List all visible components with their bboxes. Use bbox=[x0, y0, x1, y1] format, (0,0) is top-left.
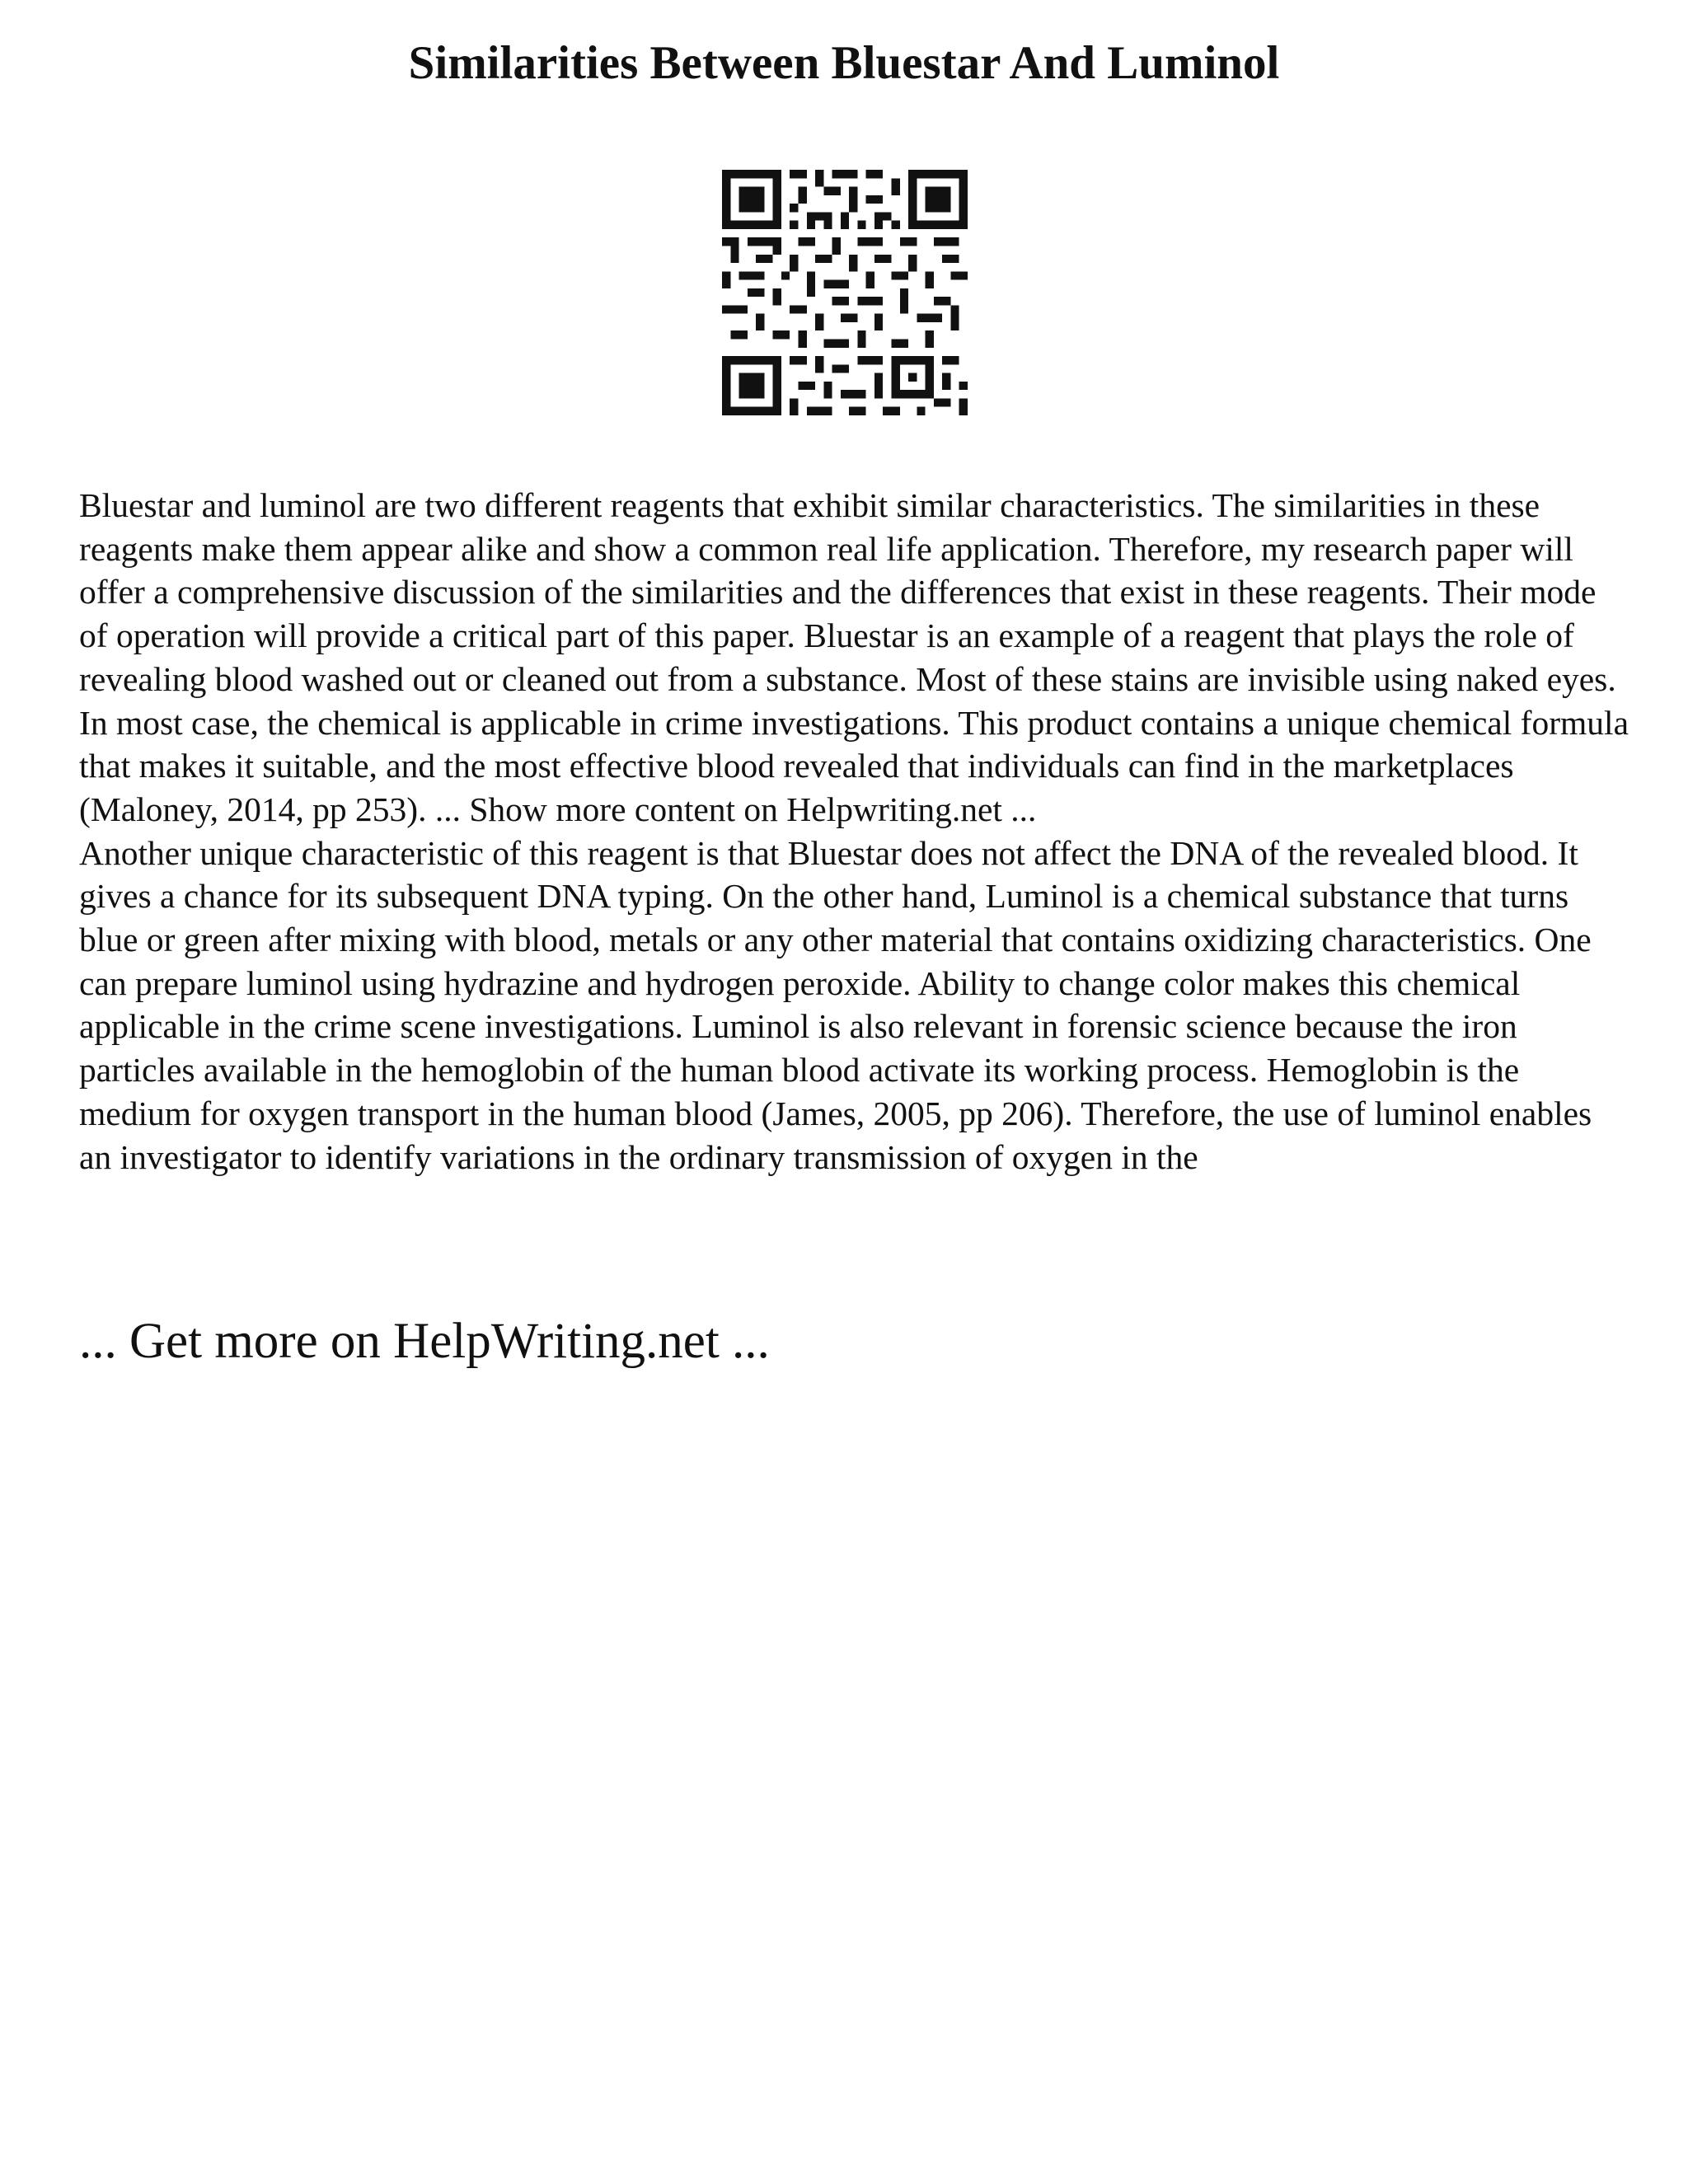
paragraph: Another unique characteristic of this reagent is that Bluestar does not affect the DNA of the revealed blood. It gives a chance for its subsequent DNA typing. On the other hand, Luminol is a chemical substance that turns blue or green after mixing with blood, metals or any other material that contains oxidizing characteristics. One can prepare luminol using hydrazine and hydrogen peroxide. Ability to change color makes this chemical applicable in the crime scene investigations. Luminol is also relevant in forensic science because the iron particles available in the hemoglobin of the human blood activate its working process. Hemoglobin is the medium for oxygen transport in the human blood (James, 2005, pp 206). Therefore, the use of luminol enables an investigator to identify variations in the ordinary transmission of oxygen in the bbox=[79, 833, 1592, 1176]
qr-code-icon bbox=[722, 170, 968, 415]
paragraph: Bluestar and luminol are two different reagents that exhibit similar characteristics. The similarities in these reagents make them appear alike and show a common real life application. Therefore, my research paper will offer a comprehensive discussion of the similarities and the differences that exist in these reagents. Their mode of operation will provide a critical part of this paper. Bluestar is an example of a reagent that plays the role of revealing blood washed out or cleaned out from a substance. Most of these stains are invisible using naked eyes. In most case, the chemical is applicable in crime investigations. This product contains a unique chemical formula that makes it suitable, and the most effective blood revealed that individuals can find in the marketplaces (Maloney, 2014, pp 253). ... Show more content on Helpwriting.net ... bbox=[79, 486, 1629, 828]
essay-body bbox=[79, 484, 1629, 1179]
get-more-link[interactable]: ... Get more on HelpWriting.net ... bbox=[79, 1314, 770, 1369]
page-title: Similarities Between Bluestar And Luminol bbox=[408, 37, 1280, 89]
